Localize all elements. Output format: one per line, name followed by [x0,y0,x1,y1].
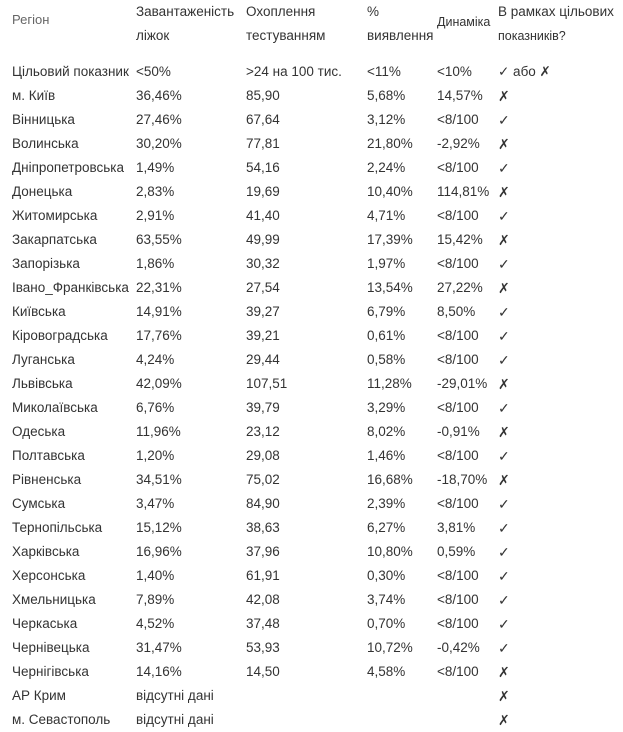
table-row [8,252,620,276]
cell-testing: 107,51 [246,376,288,391]
cell-region: Чернігівська [12,664,89,679]
cell-dynamics: 27,22% [437,280,483,295]
table-row [8,444,620,468]
cell-beds: 3,47% [136,496,175,511]
cell-within: ✓ [498,496,510,512]
cell-testing: 29,44 [246,352,280,367]
cell-beds: 1,86% [136,256,175,271]
cell-region: Чернівецька [12,640,90,655]
cell-region: Херсонська [12,568,86,583]
table-row [8,276,620,300]
cell-testing: 14,50 [246,664,280,679]
cell-dynamics: <8/100 [437,352,479,367]
cell-testing: 37,96 [246,544,280,559]
cell-beds: 34,51% [136,472,182,487]
cell-within: ✗ [498,376,510,392]
cell-region: Полтавська [12,448,85,463]
cell-testing: 30,32 [246,256,280,271]
table-row [8,684,620,708]
cell-beds: 27,46% [136,112,182,127]
cell-testing: 75,02 [246,472,280,487]
cell-dynamics: -2,92% [437,136,480,151]
cell-dynamics: -29,01% [437,376,488,391]
cell-detection: 0,61% [367,328,406,343]
regions-table [8,0,620,732]
cell-beds: відсутні дані [136,688,214,703]
cell-beds: 14,91% [136,304,182,319]
cell-region: Львівська [12,376,73,391]
cell-region: Житомирська [12,208,98,223]
cell-dynamics [433,684,494,708]
cell-detection: 2,24% [367,160,406,175]
cell-within: ✗ [498,688,510,704]
cell-testing: 39,27 [246,304,280,319]
table-row [8,420,620,444]
cell-detection: 6,79% [367,304,406,319]
cell-within: ✓ [498,304,510,320]
cell-beds: 4,24% [136,352,175,367]
cell-region: м. Севастополь [12,712,111,727]
table-body [8,60,620,732]
cell-testing [242,684,363,708]
cell-within: ✗ [498,184,510,200]
cell-within: ✓ [498,208,510,224]
cell-within: ✗ [498,136,510,152]
cell-beds: 63,55% [136,232,182,247]
cell-testing: 53,93 [246,640,280,655]
cell-region: Харківська [12,544,80,559]
cell-beds: 2,83% [136,184,175,199]
cell-beds: 16,96% [136,544,182,559]
cell-region: м. Київ [12,88,56,103]
cell-detection [363,684,433,708]
cell-within: ✗ [498,280,510,296]
cell-beds: 7,89% [136,592,175,607]
target-detection: <11% [367,64,401,79]
table-row [8,300,620,324]
table-row [8,516,620,540]
cell-dynamics: <8/100 [437,208,479,223]
cell-detection: 0,30% [367,568,406,583]
cell-within: ✗ [498,472,510,488]
cell-beds: 1,49% [136,160,175,175]
cell-dynamics: <8/100 [437,664,479,679]
cell-dynamics: <8/100 [437,328,479,343]
cell-region: Дніпропетровська [12,160,125,175]
cell-beds: 42,09% [136,376,182,391]
cell-testing: 84,90 [246,496,280,511]
cell-detection: 10,72% [367,640,413,655]
cell-dynamics: 3,81% [437,520,476,535]
cell-testing: 19,69 [246,184,280,199]
cell-within: ✗ [498,424,510,440]
table-row [8,612,620,636]
cell-testing: 38,63 [246,520,280,535]
cell-region: Одеська [12,424,66,439]
table-row [8,588,620,612]
cell-detection: 0,58% [367,352,406,367]
cell-within: ✓ [498,544,510,560]
cell-testing: 54,16 [246,160,280,175]
cell-detection: 3,74% [367,592,406,607]
cell-detection: 21,80% [367,136,413,151]
cell-detection: 10,80% [367,544,413,559]
cell-within: ✓ [498,328,510,344]
cell-testing: 67,64 [246,112,280,127]
cell-within: ✓ [498,352,510,368]
cell-beds: 31,47% [136,640,182,655]
cell-within: ✓ [498,592,510,608]
cell-beds: 2,91% [136,208,175,223]
cell-region: Тернопільська [12,520,103,535]
cell-dynamics: <8/100 [437,400,479,415]
cell-beds: 36,46% [136,88,182,103]
table-row [8,492,620,516]
target-row [8,60,620,84]
cell-beds: 11,96% [136,424,181,439]
cell-dynamics: <8/100 [437,448,479,463]
cell-dynamics: -0,42% [437,640,480,655]
table-row [8,84,620,108]
cell-region: Кіровоградська [12,328,108,343]
cell-beds: 17,76% [136,328,182,343]
cell-dynamics: 14,57% [437,88,483,103]
cell-within: ✓ [498,256,510,272]
target-dynamics: <10% [437,64,472,79]
table-row [8,540,620,564]
table-row [8,324,620,348]
cell-beds: 15,12% [136,520,182,535]
cell-within: ✓ [498,616,510,632]
cell-dynamics: <8/100 [437,496,479,511]
cell-region: Хмельницька [12,592,96,607]
cell-testing: 37,48 [246,616,280,631]
header-dynamics: Динаміка [437,15,491,29]
cell-testing: 42,08 [246,592,280,607]
cell-dynamics: <8/100 [437,592,479,607]
table-row [8,564,620,588]
cell-detection: 16,68% [367,472,413,487]
cell-testing: 29,08 [246,448,280,463]
cell-beds: 22,31% [136,280,182,295]
cell-region: Волинська [12,136,79,151]
table-row [8,228,620,252]
cell-beds: відсутні дані [136,712,214,727]
cell-detection: 2,39% [367,496,406,511]
cell-region: Сумська [12,496,66,511]
cell-detection: 1,46% [367,448,406,463]
cell-beds: 30,20% [136,136,182,151]
cell-testing: 41,40 [246,208,280,223]
cell-region: Київська [12,304,66,319]
cell-detection: 11,28% [367,376,412,391]
cell-dynamics: <8/100 [437,256,479,271]
cell-detection: 1,97% [367,256,406,271]
cell-detection: 4,71% [367,208,406,223]
header-target: В рамках цільових показників? [498,4,614,43]
cell-detection: 3,12% [367,112,406,127]
table-row [8,180,620,204]
table-row [8,396,620,420]
cell-dynamics [433,708,494,732]
cell-dynamics: -0,91% [437,424,480,439]
cell-dynamics: <8/100 [437,568,479,583]
cell-dynamics: <8/100 [437,160,479,175]
cell-detection: 5,68% [367,88,406,103]
cell-testing: 39,21 [246,328,280,343]
header-beds: Завантаженість ліжок [136,4,235,43]
target-region: Цільовий показник [12,64,129,79]
table-row [8,636,620,660]
table-header-row [8,0,620,60]
cell-within: ✗ [498,664,510,680]
cell-region: Запорізька [12,256,80,271]
cell-region: Вінницька [12,112,75,127]
table-row [8,132,620,156]
cell-testing: 61,91 [246,568,280,583]
target-testing: >24 на 100 тис. [246,64,342,79]
cell-within: ✓ [498,400,510,416]
cell-dynamics: <8/100 [437,112,479,127]
target-within: ✓ або ✗ [498,64,551,79]
cell-within: ✗ [498,232,510,248]
table-row [8,660,620,684]
cell-region: Черкаська [12,616,78,631]
cell-within: ✓ [498,448,510,464]
cell-detection: 8,02% [367,424,406,439]
cell-region: Рівненська [12,472,82,487]
cell-beds: 14,16% [136,664,182,679]
cell-region: Донецька [12,184,73,199]
cell-within: ✓ [498,640,510,656]
target-beds: <50% [136,64,171,79]
cell-dynamics: 15,42% [437,232,483,247]
cell-dynamics: -18,70% [437,472,488,487]
cell-testing: 77,81 [246,136,280,151]
cell-beds: 6,76% [136,400,175,415]
table-row [8,204,620,228]
cell-detection [363,708,433,732]
table-row [8,348,620,372]
cell-detection: 13,54% [367,280,413,295]
cell-region: Закарпатська [12,232,97,247]
cell-beds: 1,40% [136,568,175,583]
cell-within: ✓ [498,112,510,128]
cell-testing: 23,12 [246,424,280,439]
cell-within: ✗ [498,88,510,104]
header-testing: Охоплення тестуванням [246,4,326,43]
cell-region: Івано_Франківська [12,280,129,295]
header-region: Регіон [12,12,50,27]
cell-within: ✓ [498,160,510,176]
cell-region: Миколаївська [12,400,98,415]
table-row [8,108,620,132]
cell-detection: 4,58% [367,664,406,679]
cell-testing: 85,90 [246,88,280,103]
cell-within: ✓ [498,568,510,584]
cell-dynamics: 114,81% [437,184,490,199]
cell-dynamics: 8,50% [437,304,476,319]
cell-beds: 1,20% [136,448,175,463]
cell-region: АР Крим [12,688,66,703]
cell-testing: 49,99 [246,232,280,247]
cell-detection: 17,39% [367,232,413,247]
cell-testing [242,708,363,732]
cell-dynamics: <8/100 [437,616,479,631]
cell-detection: 3,29% [367,400,406,415]
table-row [8,372,620,396]
header-detection: % виявлення [367,4,434,43]
cell-detection: 0,70% [367,616,406,631]
table-row [8,156,620,180]
cell-within: ✗ [498,712,510,728]
cell-beds: 4,52% [136,616,175,631]
cell-within: ✓ [498,520,510,536]
cell-testing: 27,54 [246,280,280,295]
cell-region: Луганська [12,352,75,367]
cell-testing: 39,79 [246,400,280,415]
cell-dynamics: 0,59% [437,544,476,559]
table-row [8,468,620,492]
cell-detection: 6,27% [367,520,406,535]
cell-detection: 10,40% [367,184,413,199]
table-row [8,708,620,732]
